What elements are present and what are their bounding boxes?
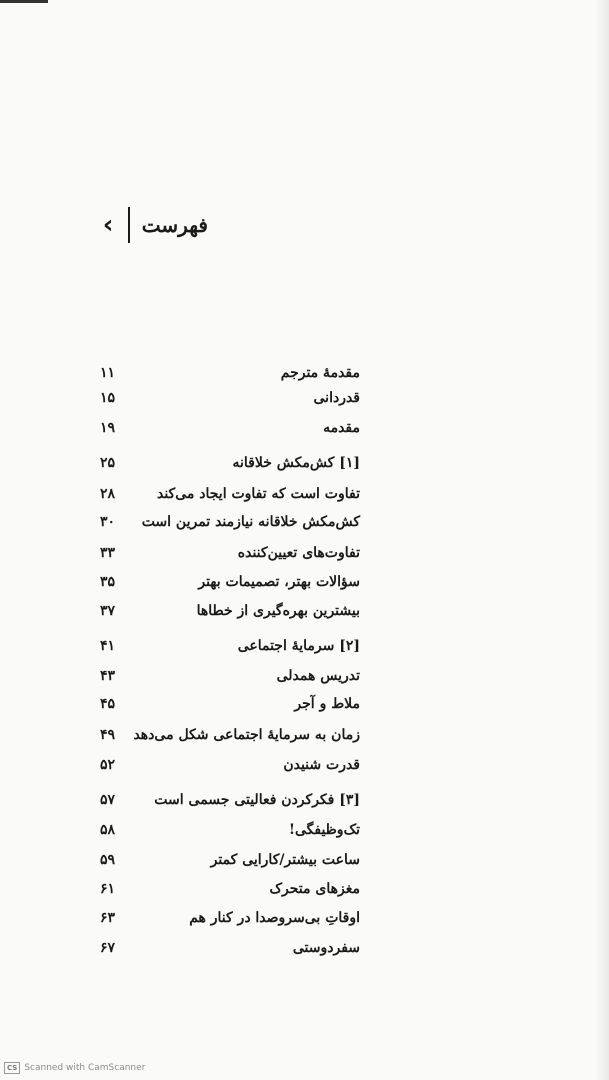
toc-page-number: ۶۳ — [100, 910, 116, 926]
watermark-text: Scanned with CamScanner — [24, 1063, 146, 1073]
toc-entry-title: زمان به سرمایهٔ اجتماعی شکل می‌دهد — [133, 727, 360, 743]
toc-chapter-row — [100, 450, 360, 476]
toc-entry-title: تک‌وظیفگی! — [288, 822, 360, 838]
chevron-left-icon: ‹ — [102, 210, 114, 240]
toc-page-number: ۶۷ — [100, 940, 116, 956]
toc-row — [100, 540, 360, 566]
toc-page-number: ۵۹ — [100, 852, 116, 868]
toc-page-number: ۴۵ — [100, 696, 116, 712]
toc-page-number: ۱۱ — [100, 365, 116, 381]
toc-chapter-title: [۲] سرمایهٔ اجتماعی — [237, 638, 360, 654]
toc-page-number: ۳۵ — [100, 574, 116, 590]
toc-entry-title: تفاوت است که تفاوت ایجاد می‌کند — [156, 486, 360, 502]
toc-chapter-title: [۱] کش‌مکش خلاقانه — [232, 455, 360, 471]
page-title: فهرست — [141, 213, 208, 237]
toc-page-number: ۲۵ — [100, 455, 116, 471]
toc-entry-title: قدردانی — [313, 390, 360, 406]
toc-page-number: ۵۲ — [100, 757, 116, 773]
toc-entry-title: بیشترین بهره‌گیری از خطاها — [196, 603, 360, 619]
toc-page-number: ۴۳ — [100, 668, 116, 684]
toc-row — [100, 817, 360, 843]
toc-page-number: ۵۷ — [100, 792, 116, 808]
toc-row — [100, 385, 360, 411]
toc-chapter-row — [100, 633, 360, 659]
toc-page-number: ۳۰ — [100, 514, 116, 530]
camscanner-logo-icon: CS — [4, 1062, 20, 1074]
toc-entry-title: تدریس همدلی — [276, 668, 360, 684]
toc-page-number: ۱۵ — [100, 390, 116, 406]
toc-page-number: ۴۹ — [100, 727, 116, 743]
toc-page-number: ۱۹ — [100, 420, 116, 436]
toc-page-number: ۲۸ — [100, 486, 116, 502]
toc-entry-title: قدرت شنیدن — [283, 757, 360, 773]
toc-row — [100, 722, 360, 748]
toc-row — [100, 935, 360, 961]
toc-row — [100, 905, 360, 931]
toc-entry-title: ساعت بیشتر/کارایی کمتر — [210, 852, 360, 868]
toc-entry-title: اوقاتِ بی‌سروصدا در کنار هم — [189, 910, 360, 926]
toc-page-number: ۳۳ — [100, 545, 116, 561]
toc-entry-title: مغزهای متحرک — [269, 881, 360, 897]
toc-row — [100, 415, 360, 441]
toc-chapter-row — [100, 787, 360, 813]
toc-page-number: ۴۱ — [100, 638, 116, 654]
toc-row — [100, 598, 360, 624]
toc-row — [100, 360, 360, 386]
toc-row — [100, 691, 360, 717]
toc-entry-title: مقدمهٔ مترجم — [280, 365, 360, 381]
toc-row — [100, 752, 360, 778]
toc-entry-title: سؤالات بهتر، تصمیمات بهتر — [198, 574, 360, 590]
toc-page-number: ۵۸ — [100, 822, 116, 838]
toc-entry-title: سفردوستی — [292, 940, 360, 956]
toc-entry-title: تفاوت‌های تعیین‌کننده — [237, 545, 360, 561]
toc-row — [100, 481, 360, 507]
toc-page-number: ۶۱ — [100, 881, 116, 897]
toc-entry-title: ملاط و آجر — [294, 696, 360, 712]
toc-row — [100, 569, 360, 595]
toc-row — [100, 876, 360, 902]
toc-chapter-title: [۳] فکرکردن فعالیتی جسمی است — [154, 792, 360, 808]
toc-row — [100, 663, 360, 689]
toc-row — [100, 509, 360, 535]
toc-page-number: ۳۷ — [100, 603, 116, 619]
toc-entry-title: مقدمه — [323, 420, 360, 436]
toc-row — [100, 847, 360, 873]
toc-entry-title: کش‌مکش خلاقانه نیازمند تمرین است — [141, 514, 360, 530]
scanner-watermark — [4, 1061, 145, 1075]
